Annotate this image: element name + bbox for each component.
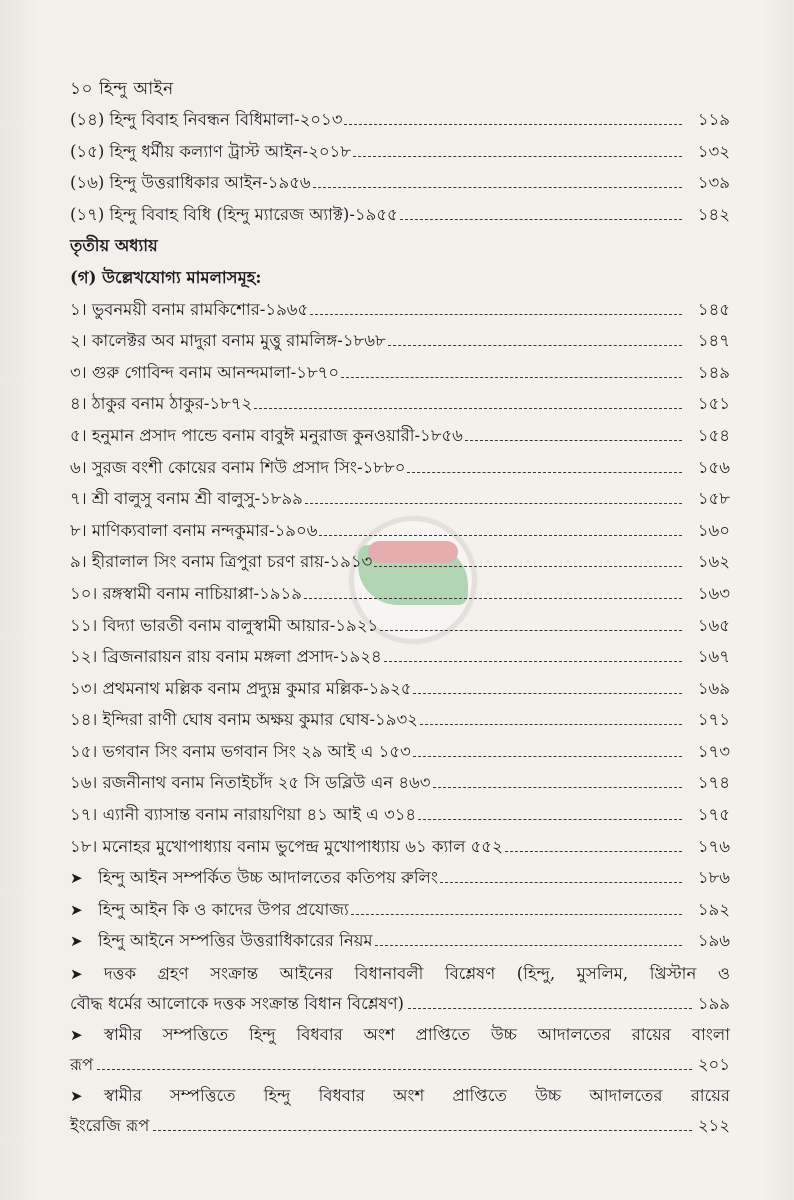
case-page-number: ১৫৮	[697, 489, 730, 509]
toc-entry-title: (১৪) হিন্দু বিবাহ নিবন্ধন বিধিমালা-২০১৩	[70, 110, 343, 129]
case-row	[70, 641, 730, 673]
bullet-title: হিন্দু আইন সম্পর্কিত উচ্চ আদালতের কতিপয় রুলিং	[98, 868, 438, 888]
case-row	[70, 294, 730, 326]
case-page-number: ১৭৪	[697, 773, 730, 793]
bullet-page-number: ২১২	[697, 1116, 730, 1136]
dot-leader	[319, 535, 682, 536]
bullet-row	[70, 925, 730, 957]
case-row	[70, 831, 730, 863]
toc-group-cases	[70, 294, 730, 863]
bullet-block	[70, 1081, 730, 1140]
case-page-number: ১৭৩	[697, 741, 730, 761]
case-row	[70, 704, 730, 736]
case-title: ১৬। রজনীনাথ বনাম নিতাইচাঁদ ২৫ সি ডব্লিউ এন ৪৬৩	[70, 773, 431, 793]
bullet-block	[70, 1020, 730, 1079]
arrow-bullet-icon: ➤	[70, 869, 83, 888]
dot-leader	[344, 124, 682, 125]
case-page-number: ১৬০	[697, 520, 730, 540]
bullet-line-2	[70, 989, 730, 1018]
toc-group-acts	[70, 104, 730, 230]
toc-row	[70, 167, 730, 199]
dot-leader	[353, 156, 682, 157]
case-page-number: ১৬৩	[697, 583, 730, 603]
case-row	[70, 546, 730, 578]
bullet-page-number: ২০১	[697, 1055, 730, 1075]
case-title: ৭। শ্রী বালুসু বনাম শ্রী বালুসু-১৮৯৯	[70, 489, 303, 509]
case-title: ২। কালেক্টর অব মাদুরা বনাম মুত্তু রামলিঙ্গ-১৮৬৮	[70, 331, 386, 351]
bullet-text-2: বৌদ্ধ ধর্মের আলোকে দত্তক সংক্রান্ত বিধান বিশ্লেষণ)	[70, 994, 404, 1014]
dot-leader	[305, 503, 682, 504]
dot-leader	[418, 819, 682, 820]
dot-leader	[413, 693, 682, 694]
case-page-number: ১৪৯	[697, 362, 730, 382]
toc-entry-title: (১৬) হিন্দু উত্তরাধিকার আইন-১৯৫৬	[70, 173, 311, 193]
section-heading: (গ) উল্লেখযোগ্য মামলাসমূহ:	[70, 267, 262, 287]
dot-leader	[433, 787, 682, 788]
dot-leader	[388, 345, 682, 346]
running-head: ১০ হিন্দু আইন	[70, 79, 174, 99]
dot-leader	[505, 851, 682, 852]
case-page-number: ১৫১	[697, 394, 730, 414]
toc-row	[70, 136, 730, 168]
case-page-number: ১৬৭	[697, 647, 730, 667]
chapter-heading: তৃতীয় অধ্যায়	[70, 236, 158, 256]
arrow-bullet-icon: ➤	[70, 965, 83, 984]
dot-leader	[153, 1130, 691, 1131]
toc-page-number: ১৩২	[697, 141, 730, 161]
bullet-page-number: ১৯২	[697, 899, 730, 919]
bullet-line-1	[70, 959, 730, 989]
dot-leader	[407, 472, 682, 473]
bullet-text-1: দত্তক গ্রহণ সংক্রান্ত আইনের বিধানাবলী বিশ্লেষণ (হিন্দু, মুসলিম, খ্রিস্টান ও	[104, 964, 730, 984]
toc-row	[70, 199, 730, 231]
case-page-number: ১৫৬	[697, 457, 730, 477]
case-row	[70, 325, 730, 357]
case-row	[70, 452, 730, 484]
toc-page-number: ১১৯	[697, 110, 730, 129]
case-page-number: ১৪৭	[697, 331, 730, 351]
toc-page-number: ১৩৯	[697, 173, 730, 193]
bullet-row	[70, 862, 730, 894]
case-title: ৮। মাণিক্যবালা বনাম নন্দকুমার-১৯০৬	[70, 520, 318, 540]
bullet-line-2	[70, 1111, 730, 1140]
case-title: ১২। ব্রিজনারায়ন রায় বনাম মঙ্গলা প্রসাদ-১৯২৪	[70, 647, 382, 667]
arrow-bullet-icon: ➤	[70, 900, 83, 919]
dot-leader	[310, 314, 682, 315]
case-row	[70, 357, 730, 389]
toc-group-bullets	[70, 862, 730, 1140]
case-row	[70, 515, 730, 547]
dot-leader	[440, 882, 682, 883]
bullet-title: হিন্দু আইনে সম্পত্তির উত্তরাধিকারের নিয়ম	[98, 931, 373, 951]
case-row	[70, 799, 730, 831]
case-page-number: ১৭৬	[697, 836, 730, 856]
case-title: ১৩। প্রথমনাথ মল্লিক বনাম প্রদ্যুম্ন কুমার মল্লিক-১৯২৫	[70, 678, 412, 698]
case-row	[70, 673, 730, 705]
bullet-text-1: স্বামীর সম্পত্তিতে হিন্দু বিধবার অংশ প্রাপ্তিতে উচ্চ আদালতের রায়ের	[104, 1086, 730, 1106]
case-title: ১। ভুবনময়ী বনাম রামকিশোর-১৯৬৫	[70, 299, 309, 319]
case-title: ১০। রঙ্গস্বামী বনাম নাচিয়াপ্পা-১৯১৯	[70, 583, 302, 603]
dot-leader	[420, 724, 682, 725]
bullet-text-2: ইংরেজি রূপ	[70, 1116, 150, 1136]
case-title: ১১। বিদ্যা ভারতী বনাম বালুস্বামী আয়ার-১৯২১	[70, 615, 379, 635]
toc-row	[70, 104, 730, 136]
case-row	[70, 420, 730, 452]
dot-leader	[97, 1069, 692, 1070]
case-title: ৪। ঠাকুর বনাম ঠাকুর-১৮৭২	[70, 394, 253, 414]
dot-leader	[465, 440, 682, 441]
dot-leader	[313, 187, 682, 188]
dot-leader	[384, 661, 682, 662]
case-title: ৩। গুরু গোবিন্দ বনাম আনন্দমালা-১৮৭০	[70, 362, 340, 382]
case-title: ১৭। এ্যানী ব্যাসান্ত বনাম নারায়ণিয়া ৪১ আই এ ৩১৪	[70, 805, 417, 825]
toc-entry-title: (১৭) হিন্দু বিবাহ বিধি (হিন্দু ম্যারেজ অ্যাক্ট)-১৯৫৫	[70, 204, 398, 224]
case-row	[70, 578, 730, 610]
case-title: ৯। হীরালাল সিং বনাম ত্রিপুরা চরণ রায়-১৯১৩	[70, 552, 373, 572]
case-page-number: ১৬২	[697, 552, 730, 572]
dot-leader	[400, 219, 682, 220]
dot-leader	[351, 914, 682, 915]
case-row	[70, 736, 730, 768]
bullet-line-1	[70, 1081, 730, 1111]
bullet-line-2	[70, 1050, 730, 1079]
case-page-number: ১৪৫	[697, 299, 730, 319]
toc-entry-title: (১৫) হিন্দু ধর্মীয় কল্যাণ ট্রাস্ট আইন-২০১৮	[70, 141, 351, 161]
bullet-text-1: স্বামীর সম্পত্তিতে হিন্দু বিধবার অংশ প্রাপ্তিতে উচ্চ আদালতের রায়ের বাংলা	[104, 1025, 730, 1045]
case-title: ৬। সুরজ বংশী কোয়ের বনাম শিউ প্রসাদ সিং-১৮৮০	[70, 457, 406, 477]
dot-leader	[413, 756, 682, 757]
dot-leader	[341, 377, 682, 378]
case-row	[70, 483, 730, 515]
dot-leader	[304, 598, 682, 599]
arrow-bullet-icon: ➤	[70, 1026, 83, 1045]
bullet-page-number: ১৯৬	[697, 931, 730, 951]
case-page-number: ১৭১	[697, 710, 730, 730]
case-title: ১৫। ভগবান সিং বনাম ভগবান সিং ২৯ আই এ ১৫৩	[70, 741, 411, 761]
bullet-page-number: ১৯৯	[697, 994, 730, 1014]
toc-page-number: ১৪২	[697, 204, 730, 224]
dot-leader	[375, 945, 682, 946]
dot-leader	[408, 1008, 692, 1009]
case-page-number: ১৫৪	[697, 425, 730, 445]
bullet-line-1	[70, 1020, 730, 1050]
arrow-bullet-icon: ➤	[70, 1087, 83, 1106]
dot-leader	[380, 630, 682, 631]
dot-leader	[374, 566, 682, 567]
bullet-text-2: রূপ	[70, 1055, 94, 1075]
table-of-contents	[70, 104, 730, 1142]
case-row	[70, 767, 730, 799]
case-page-number: ১৬৯	[697, 678, 730, 698]
bullet-row	[70, 894, 730, 926]
bullet-page-number: ১৮৬	[697, 868, 730, 888]
case-page-number: ১৬৫	[697, 615, 730, 635]
case-row	[70, 610, 730, 642]
dot-leader	[254, 408, 682, 409]
case-row	[70, 388, 730, 420]
case-title: ৫। হনুমান প্রসাদ পান্ডে বনাম বাবুঈ মনুরাজ কুনওয়ারী-১৮৫৬	[70, 425, 463, 445]
case-page-number: ১৭৫	[697, 805, 730, 825]
arrow-bullet-icon: ➤	[70, 932, 83, 951]
case-title: ১৮। মনোহর মুখোপাধ্যায় বনাম ভুপেন্দ্র মুখোপাধ্যায় ৬১ ক্যাল ৫৫২	[70, 836, 503, 856]
case-title: ১৪। ইন্দিরা রাণী ঘোষ বনাম অক্ষয় কুমার ঘোষ-১৯৩২	[70, 710, 418, 730]
bullet-block	[70, 959, 730, 1018]
bullet-title: হিন্দু আইন কি ও কাদের উপর প্রযোজ্য	[98, 899, 349, 919]
